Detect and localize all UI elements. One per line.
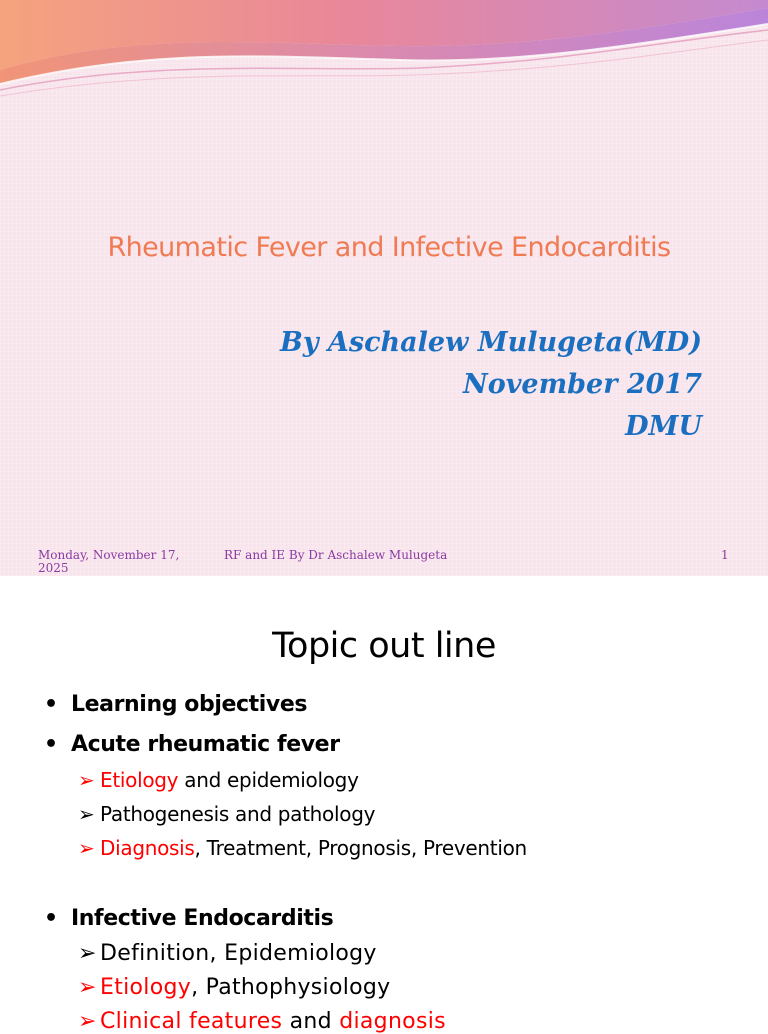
sub-item-text: , Pathophysiology	[191, 975, 391, 1000]
sub-item-text: Pathogenesis and pathology	[100, 802, 376, 826]
author-block	[280, 322, 702, 448]
arrow-icon: ➢	[78, 941, 97, 966]
footer-center: RF and IE By Dr Aschalew Mulugeta	[224, 548, 448, 562]
sub-item-text: and	[282, 1009, 340, 1034]
sub-item	[78, 975, 390, 1000]
date-line: November 2017	[463, 369, 702, 400]
sub-item-highlight: Clinical features	[100, 1009, 283, 1034]
sub-item-highlight: diagnosis	[339, 1009, 446, 1034]
bullet-item	[44, 692, 307, 717]
outline-slide	[0, 576, 768, 1034]
bullet-item	[44, 906, 333, 931]
arrow-icon: ➢	[78, 975, 97, 1000]
arrow-icon: ➢	[78, 802, 95, 826]
sub-item-highlight: Diagnosis	[100, 836, 195, 860]
sub-item	[78, 836, 527, 860]
footer-page-number: 1	[721, 548, 729, 562]
bullet-text: Infective Endocarditis	[71, 906, 334, 931]
sub-item	[78, 768, 359, 792]
bullet-dot-icon: •	[44, 732, 58, 757]
sub-item-highlight: Etiology	[100, 768, 179, 792]
sub-item-text: , Treatment, Prognosis, Prevention	[194, 836, 527, 860]
arrow-icon: ➢	[78, 768, 95, 792]
arrow-icon: ➢	[78, 1009, 97, 1034]
slide-title: Rheumatic Fever and Infective Endocarditis	[107, 232, 671, 263]
sub-item	[78, 941, 377, 966]
outline-title: Topic out line	[272, 626, 496, 666]
sub-item-text: and epidemiology	[178, 768, 359, 792]
decorative-waves	[0, 0, 768, 110]
sub-item	[78, 802, 375, 826]
bullet-dot-icon: •	[44, 692, 58, 717]
sub-item	[78, 1009, 446, 1034]
bullet-item	[44, 732, 340, 757]
sub-item-text: Definition, Epidemiology	[100, 941, 377, 966]
bullet-dot-icon: •	[44, 906, 58, 931]
bullet-text: Acute rheumatic fever	[71, 732, 340, 757]
sub-item-highlight: Etiology	[100, 975, 192, 1000]
footer-date: Monday, November 17, 2025	[38, 548, 180, 575]
bullet-text: Learning objectives	[71, 692, 308, 717]
org-line: DMU	[625, 411, 702, 442]
author-line: By Aschalew Mulugeta(MD)	[280, 327, 702, 358]
arrow-icon: ➢	[78, 836, 95, 860]
